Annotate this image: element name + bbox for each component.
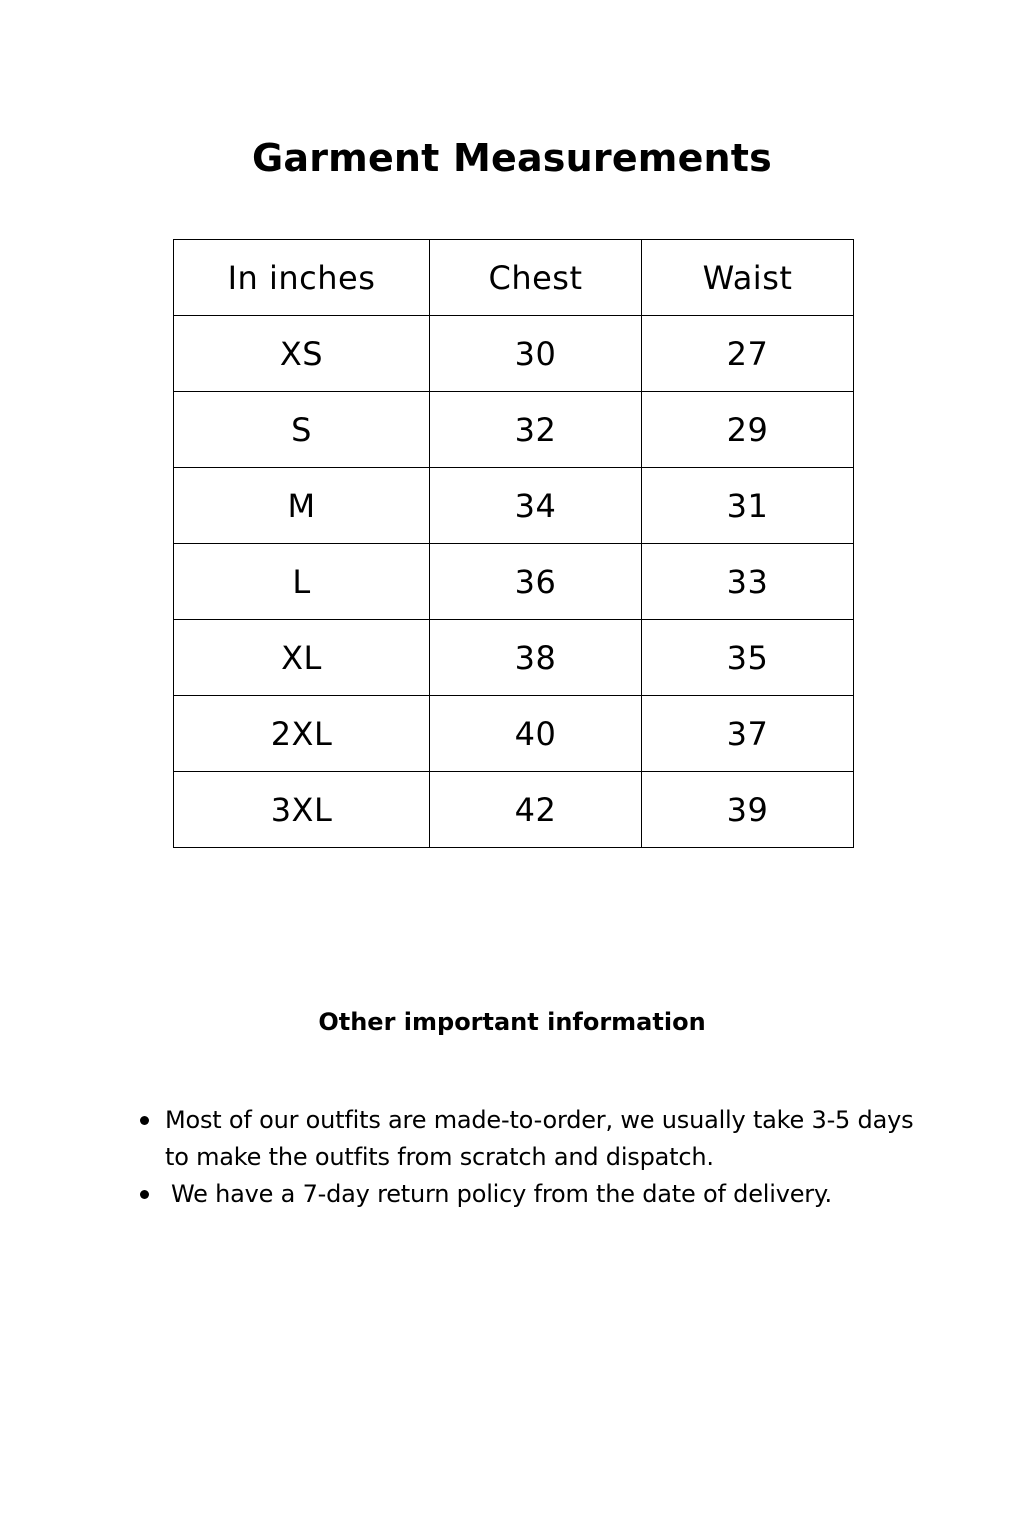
table-row bbox=[174, 620, 854, 696]
size-cell: M bbox=[174, 468, 430, 544]
size-cell: 2XL bbox=[174, 696, 430, 772]
list-item-text: Most of our outfits are made-to-order, we usually take 3-5 days to make the outfits from scratch and dispatch. bbox=[165, 1106, 914, 1171]
table-row bbox=[174, 468, 854, 544]
bullet-icon bbox=[140, 1116, 149, 1125]
info-list bbox=[140, 1102, 920, 1213]
waist-cell: 37 bbox=[642, 696, 854, 772]
size-cell: XL bbox=[174, 620, 430, 696]
info-heading: Other important information bbox=[318, 1008, 706, 1036]
measurement-table bbox=[173, 239, 854, 848]
waist-cell: 39 bbox=[642, 772, 854, 848]
size-cell: 3XL bbox=[174, 772, 430, 848]
chest-cell: 30 bbox=[430, 316, 642, 392]
table-row bbox=[174, 316, 854, 392]
table-header-row bbox=[174, 240, 854, 316]
table-row bbox=[174, 696, 854, 772]
list-item-text: We have a 7-day return policy from the date of delivery. bbox=[171, 1180, 832, 1208]
column-header-waist: Waist bbox=[642, 240, 854, 316]
waist-cell: 27 bbox=[642, 316, 854, 392]
chest-cell: 32 bbox=[430, 392, 642, 468]
chest-cell: 40 bbox=[430, 696, 642, 772]
page-title: Garment Measurements bbox=[251, 136, 772, 180]
chest-cell: 34 bbox=[430, 468, 642, 544]
chest-cell: 36 bbox=[430, 544, 642, 620]
column-header-chest: Chest bbox=[430, 240, 642, 316]
size-cell: XS bbox=[174, 316, 430, 392]
column-header-unit: In inches bbox=[174, 240, 430, 316]
waist-cell: 29 bbox=[642, 392, 854, 468]
chest-cell: 42 bbox=[430, 772, 642, 848]
list-item bbox=[140, 1102, 920, 1176]
bullet-icon bbox=[140, 1190, 149, 1199]
table-row bbox=[174, 544, 854, 620]
size-cell: S bbox=[174, 392, 430, 468]
size-cell: L bbox=[174, 544, 430, 620]
table-row bbox=[174, 392, 854, 468]
list-item bbox=[140, 1176, 920, 1213]
waist-cell: 31 bbox=[642, 468, 854, 544]
waist-cell: 35 bbox=[642, 620, 854, 696]
chest-cell: 38 bbox=[430, 620, 642, 696]
waist-cell: 33 bbox=[642, 544, 854, 620]
table-row bbox=[174, 772, 854, 848]
